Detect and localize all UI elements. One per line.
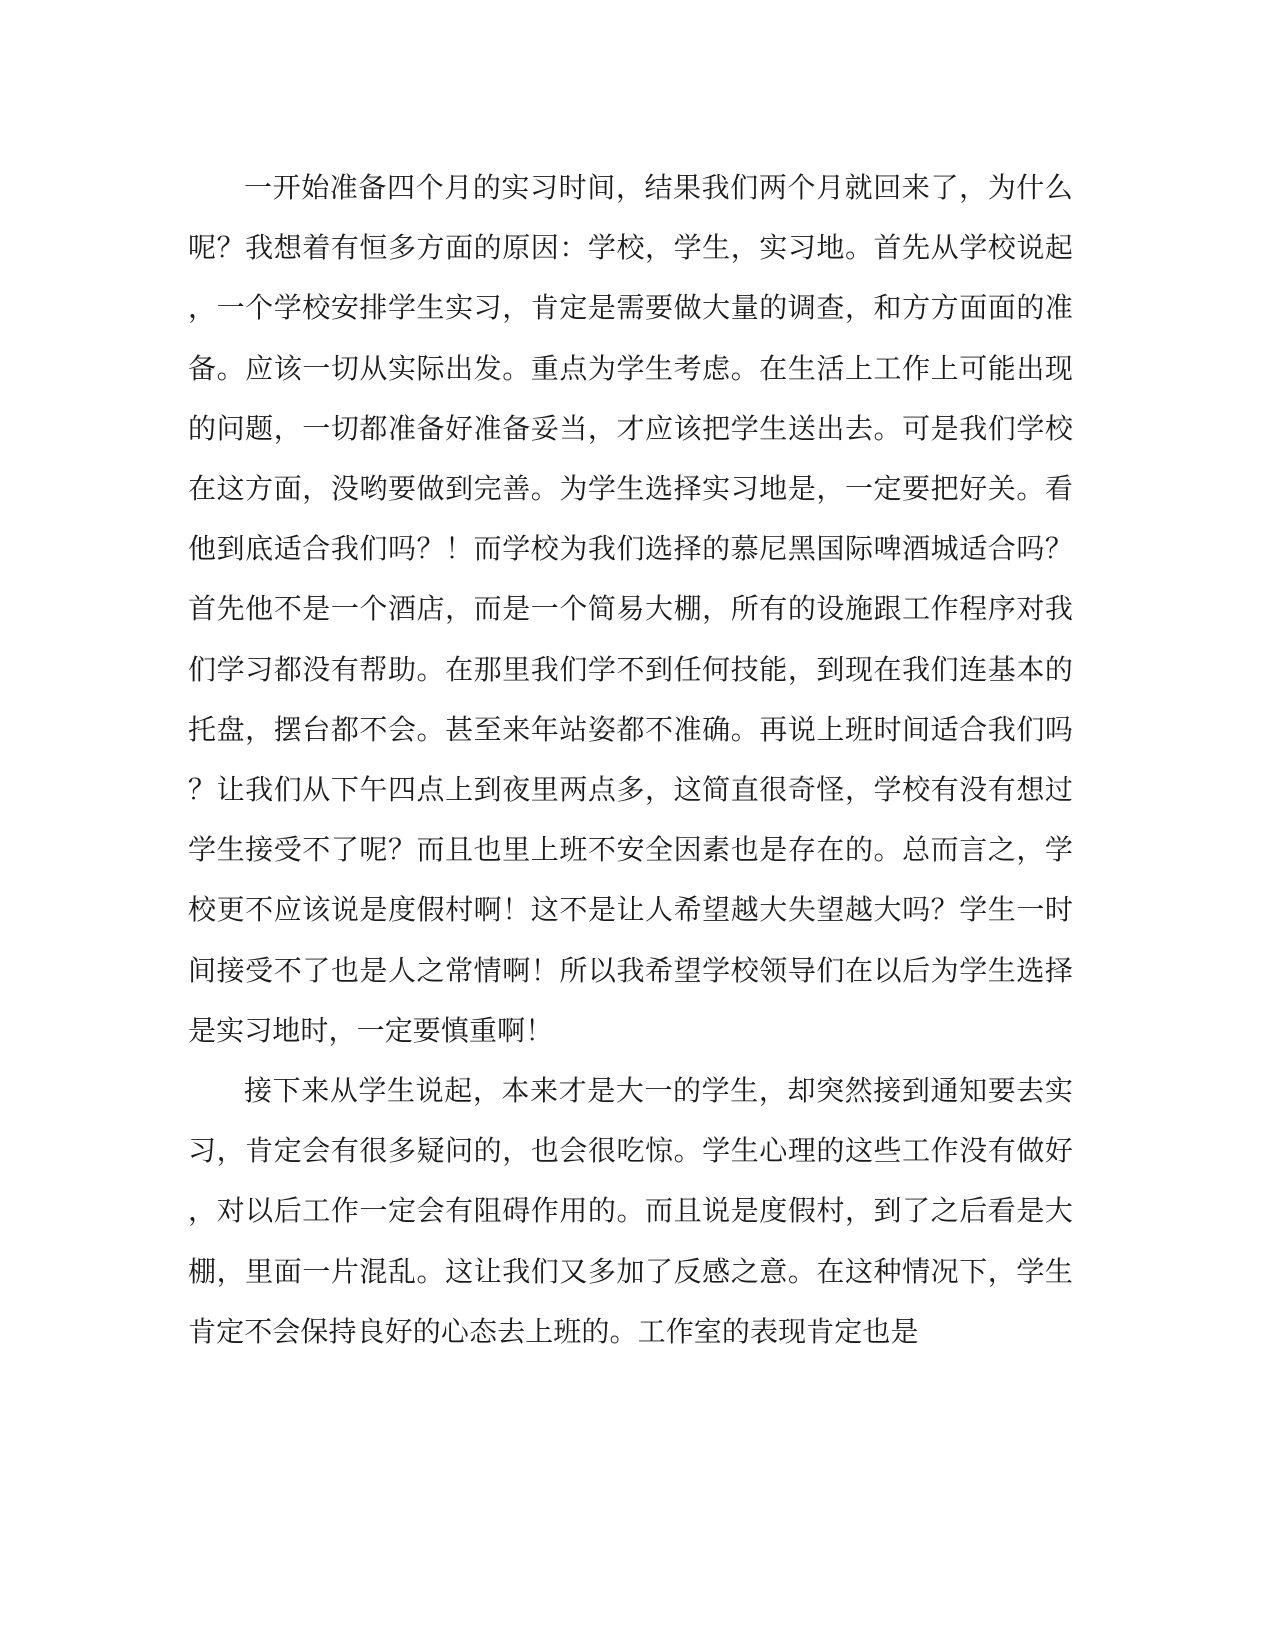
paragraph-students: 接下来从学生说起，本来才是大一的学生，却突然接到通知要去实习，肯定会有很多疑问的，也会很吃惊。学生心理的这些工作没有做好，对以后工作一定会有阻碍作用的。而且说是度假村，到了之后看是大棚，里面一片混乱。这让我们又多加了反感之意。在这种情况下，学生肯定不会保持良好的心态去上班的。工作室的表现肯定也是 — [188, 1074, 1073, 1348]
paragraph-school: 一开始准备四个月的实习时间，结果我们两个月就回来了，为什么呢？我想着有恒多方面的原因：学校，学生，实习地。首先从学校说起，一个学校安排学生实习，肯定是需要做大量的调查，和方方面面的准备。应该一切从实际出发。重点为学生考虑。在生活上工作上可能出现的问题，一切都准备好准备妥当，才应该把学生送出去。可是我们学校在这方面，没哟要做到完善。为学生选择实习地是，一定要把好关。看他到底适合我们吗？！而学校为我们选择的慕尼黑国际啤酒城适合吗？首先他不是一个酒店，而是一个简易大棚，所有的设施跟工作程序对我们学习都没有帮助。在那里我们学不到任何技能，到现在我们连基本的托盘，摆台都不会。甚至来年站姿都不准确。再说上班时间适合我们吗？让我们从下午四点上到夜里两点多，这简直很奇怪，学校有没有想过学生接受不了呢？而且也里上班不安全因素也是存在的。总而言之，学校更不应该说是度假村啊！这不是让人希望越大失望越大吗？学生一时间接受不了也是人之常情啊！所以我希望学校领导们在以后为学生选择是实习地时，一定要慎重啊！ — [188, 171, 1073, 1047]
body-text — [188, 158, 1073, 1362]
